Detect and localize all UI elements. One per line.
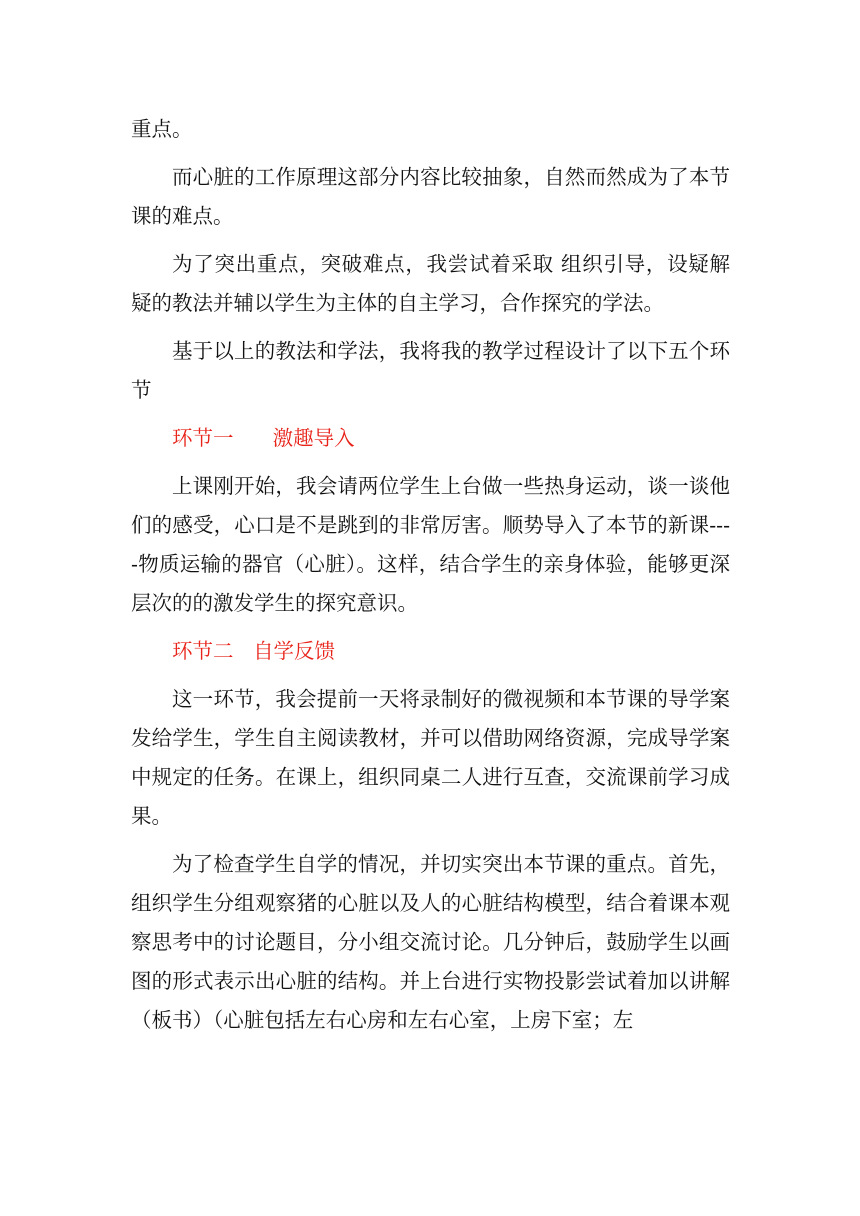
paragraph-section-2: 这一环节，我会提前一天将录制好的微视频和本节课的导学案发给学生，学生自主阅读教材，并可以借助网络资源，完成导学案中规定的任务。在课上，组织同桌二人进行互查，交流课前学习成果。 xyxy=(131,687,730,828)
paragraph-teaching-method: 为了突出重点，突破难点，我尝试着采取 组织引导，设疑解疑的教法并辅以学生为主体的自主学习，合作探究的学法。 xyxy=(131,252,730,315)
paragraph-continued: 重点。 xyxy=(131,117,193,141)
section-heading-1-title: 激趣导入 xyxy=(272,426,355,450)
section-heading-1-label: 环节一 xyxy=(172,426,234,450)
section-heading-2-title: 自学反馈 xyxy=(253,639,336,663)
paragraph-difficulty: 而心脏的工作原理这部分内容比较抽象，自然而然成为了本节课的难点。 xyxy=(131,165,730,228)
section-heading-2 xyxy=(131,632,730,671)
paragraph-process-intro: 基于以上的教法和学法，我将我的教学过程设计了以下五个环节 xyxy=(131,339,730,402)
document-body xyxy=(131,110,730,1049)
paragraph-section-1: 上课刚开始，我会请两位学生上台做一些热身运动，谈一谈他们的感受，心口是不是跳到的非常厉害。顺势导入了本节的新课----物质运输的器官（心脏）。这样，结合学生的亲身体验，能够更深层次的的激发学生的探究意识。 xyxy=(131,474,730,615)
section-heading-1 xyxy=(131,419,730,458)
section-heading-2-label: 环节二 xyxy=(172,639,234,663)
paragraph-section-2-detail: 为了检查学生自学的情况，并切实突出本节课的重点。首先，组织学生分组观察猪的心脏以及人的心脏结构模型，结合着课本观察思考中的讨论题目，分小组交流讨论。几分钟后，鼓励学生以画图的形式表示出心脏的结构。并上台进行实物投影尝试着加以讲解（板书）（心脏包括左右心房和左右心室，上房下室；左 xyxy=(131,852,730,1032)
